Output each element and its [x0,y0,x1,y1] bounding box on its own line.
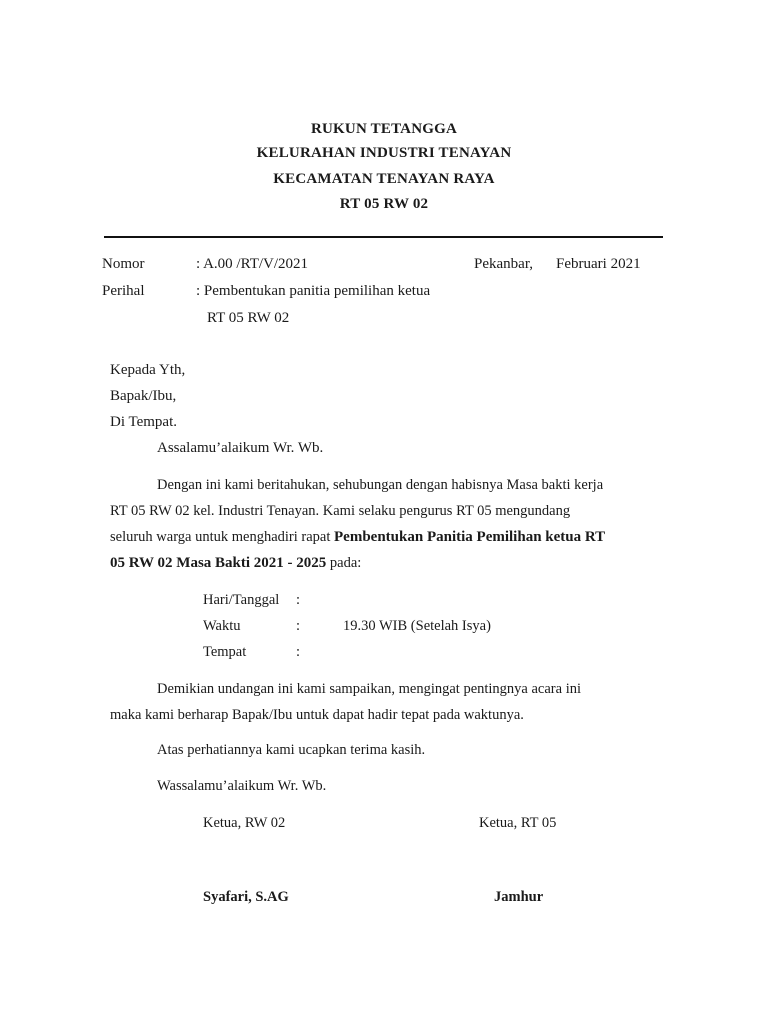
nomor-label: Nomor [102,256,145,272]
schedule-place-colon: : [296,644,301,660]
body-line-4-text: pada: [326,555,362,571]
org-rt-rw: RT 05 RW 02 [339,196,429,212]
signature-right-title: Ketua, RT 05 [479,815,557,831]
event-title-part-2: 05 RW 02 Masa Bakti 2021 - 2025 [110,555,327,571]
signature-left-title: Ketua, RW 02 [203,815,286,831]
body-line-3 [110,529,605,546]
greeting: Assalamu’alaikum Wr. Wb. [157,440,324,456]
signature-right-name: Jamhur [494,889,544,905]
body-line-3-text: seluruh warga untuk menghadiri rapat [110,529,335,545]
thanks-line: Atas perhatiannya kami ucapkan terima kasih. [157,742,426,758]
salam-line: Wassalamu’alaikum Wr. Wb. [157,778,327,794]
schedule-time-label: Waktu [203,618,241,634]
recipient-line-3: Di Tempat. [110,414,177,430]
schedule-place-label: Tempat [203,644,247,660]
letter-place: Pekanbar, [474,256,533,272]
schedule-time-value: 19.30 WIB (Setelah Isya) [343,618,491,634]
recipient-line-1: Kepada Yth, [110,362,186,378]
letter-date: Februari 2021 [556,256,641,272]
closing-line-1: Demikian undangan ini kami sampaikan, mengingat pentingnya acara ini [157,681,581,697]
schedule-day-label: Hari/Tanggal [203,592,280,608]
event-title-part-1: Pembentukan Panitia Pemilihan ketua RT [334,529,606,545]
org-kelurahan: KELURAHAN INDUSTRI TENAYAN [256,145,512,161]
perihal-label: Perihal [102,283,145,299]
perihal-value-continued: RT 05 RW 02 [207,310,290,326]
schedule-day-colon: : [296,592,301,608]
org-name: RUKUN TETANGGA [310,121,457,137]
closing-line-2: maka kami berharap Bapak/Ibu untuk dapat hadir tepat pada waktunya. [110,707,524,723]
body-line-1: Dengan ini kami beritahukan, sehubungan dengan habisnya Masa bakti kerja [157,477,604,493]
body-line-2: RT 05 RW 02 kel. Industri Tenayan. Kami selaku pengurus RT 05 mengundang [110,503,571,519]
org-kecamatan: KECAMATAN TENAYAN RAYA [273,171,495,187]
nomor-value: : A.00 /RT/V/2021 [196,256,309,272]
recipient-line-2: Bapak/Ibu, [110,388,177,404]
body-line-4 [110,555,361,572]
perihal-value: : Pembentukan panitia pemilihan ketua [196,283,431,299]
header-divider [104,236,663,238]
signature-left-name: Syafari, S.AG [203,889,289,905]
schedule-time-colon: : [296,618,301,634]
